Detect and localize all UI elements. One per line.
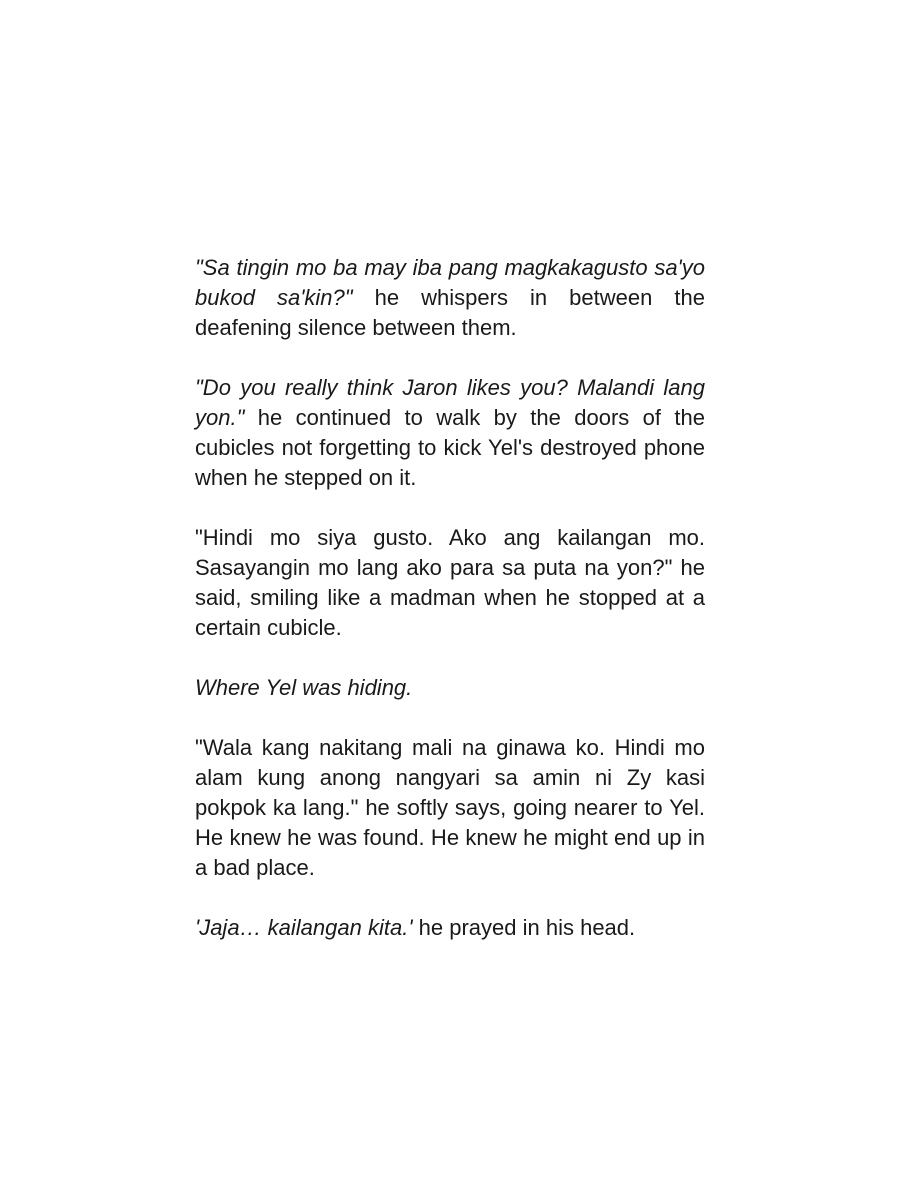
paragraph-6-narration: he prayed in his head. [412,915,636,940]
paragraph-1-dialogue: "Sa tingin mo ba may iba pang magkakagusto sa'yo bukod sa'kin?" [195,255,705,310]
paragraph-1-narration: he whispers in between the deafening silence between them. [195,285,705,340]
paragraph-4 [195,673,705,703]
paragraph-6 [195,913,705,943]
story-text [195,253,705,973]
paragraph-5-text: "Wala kang nakitang mali na ginawa ko. Hindi mo alam kung anong nangyari sa amin ni Zy kasi pokpok ka lang." he softly says, going nearer to Yel. He knew he was found. He knew he might end up in a bad place. [195,735,705,880]
paragraph-6-thought: 'Jaja… kailangan kita.' [195,915,413,940]
paragraph-4-text: Where Yel was hiding. [195,675,413,700]
paragraph-2-narration: he continued to walk by the doors of the cubicles not forgetting to kick Yel's destroyed phone when he stepped on it. [195,405,705,490]
paragraph-2 [195,373,705,493]
paragraph-5 [195,733,705,883]
paragraph-2-dialogue: "Do you really think Jaron likes you? Malandi lang yon." [195,375,705,430]
paragraph-3 [195,523,705,643]
paragraph-1 [195,253,705,343]
paragraph-3-text: "Hindi mo siya gusto. Ako ang kailangan mo. Sasayangin mo lang ako para sa puta na yon?" he said, smiling like a madman when he stopped at a certain cubicle. [195,525,705,640]
